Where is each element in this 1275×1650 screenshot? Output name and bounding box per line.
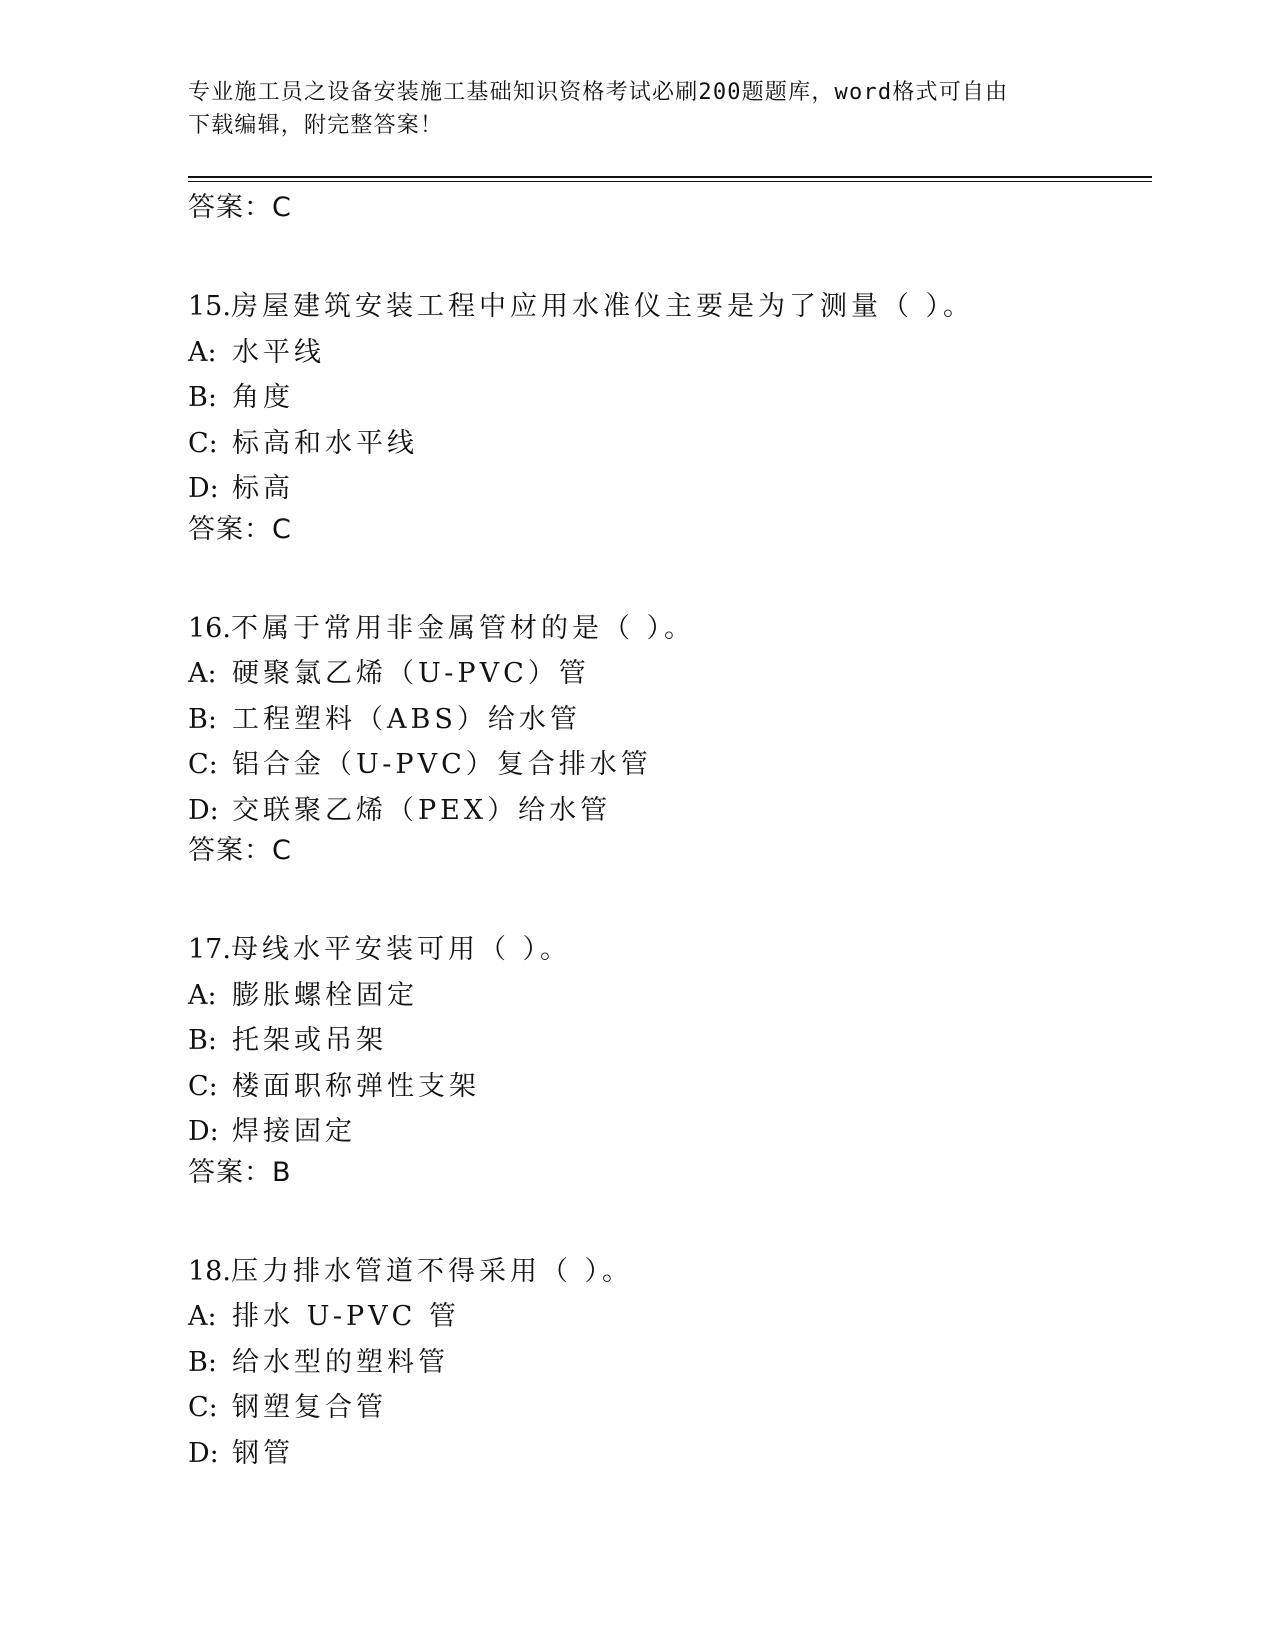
option-c: [188, 421, 1152, 467]
option-key: C:: [188, 427, 218, 459]
question-number: 15.: [188, 291, 231, 322]
question-text: 母线水平安装可用（ ）。: [230, 934, 572, 965]
question-15: [188, 284, 1152, 558]
option-key: D:: [188, 794, 219, 826]
option-key: A:: [188, 336, 217, 368]
question-text: 压力排水管道不得采用（ ）。: [230, 1255, 634, 1287]
option-key: C:: [188, 1392, 218, 1423]
question-18: [188, 1249, 1152, 1477]
question-number: 18.: [188, 1255, 231, 1287]
option-key: C:: [188, 749, 218, 780]
option-text: 水平线: [232, 336, 325, 368]
option-b: [188, 1340, 1152, 1386]
option-text: 排水 U-PVC 管: [232, 1301, 460, 1332]
option-text: 标高和水平线: [232, 427, 418, 459]
option-key: B:: [188, 1346, 217, 1378]
option-c: [188, 742, 1152, 788]
option-text: 铝合金（U-PVC）复合排水管: [232, 749, 652, 780]
option-text: 焊接固定: [232, 1116, 356, 1147]
option-a: [188, 973, 1152, 1019]
answer-line: 答案：C: [188, 835, 292, 866]
question-stem: [188, 284, 1152, 330]
option-d: [188, 1431, 1152, 1477]
option-b: [188, 1018, 1152, 1064]
option-key: B:: [188, 1025, 217, 1056]
option-text: 交联聚乙烯（PEX）给水管: [232, 794, 612, 826]
option-key: D:: [188, 473, 219, 504]
header-line-2: 下载编辑，附完整答案！: [188, 113, 444, 138]
option-a: [188, 651, 1152, 697]
option-text: 标高: [232, 473, 294, 504]
option-key: A:: [188, 1301, 217, 1332]
option-c: [188, 1064, 1152, 1110]
option-d: [188, 1109, 1152, 1155]
question-number: 16.: [188, 612, 231, 644]
page-header: [188, 76, 1078, 142]
question-16: [188, 606, 1152, 880]
option-a: [188, 1294, 1152, 1340]
option-a: [188, 330, 1152, 376]
option-d: [188, 788, 1152, 834]
header-line-1: 专业施工员之设备安装施工基础知识资格考试必刷200题题库，word格式可自由: [188, 80, 1009, 105]
option-text: 给水型的塑料管: [232, 1346, 449, 1378]
question-stem: [188, 927, 1152, 973]
option-key: D:: [188, 1437, 219, 1469]
option-key: A:: [188, 979, 217, 1011]
option-key: C:: [188, 1070, 218, 1102]
option-text: 钢塑复合管: [232, 1392, 387, 1423]
option-key: B:: [188, 382, 217, 413]
option-key: D:: [188, 1116, 219, 1147]
header-divider-thick: [188, 176, 1152, 178]
option-c: [188, 1385, 1152, 1431]
question-text: 房屋建筑安装工程中应用水准仪主要是为了测量（ ）。: [230, 291, 975, 322]
answer-line: 答案：B: [188, 1156, 292, 1188]
option-text: 角度: [232, 382, 294, 413]
option-text: 工程塑料（ABS）给水管: [232, 703, 581, 735]
question-stem: [188, 1249, 1152, 1295]
option-text: 楼面职称弹性支架: [232, 1070, 480, 1102]
answer-line: 答案：C: [188, 513, 292, 545]
option-b: [188, 375, 1152, 421]
previous-answer: 答案：C: [188, 192, 292, 223]
option-b: [188, 697, 1152, 743]
option-key: A:: [188, 658, 217, 689]
option-text: 膨胀螺栓固定: [232, 979, 418, 1011]
header-divider-thin: [188, 181, 1152, 182]
question-list: [188, 190, 1152, 1476]
option-text: 钢管: [232, 1437, 294, 1469]
question-number: 17.: [188, 934, 231, 965]
question-stem: [188, 606, 1152, 652]
question-text: 不属于常用非金属管材的是（ ）。: [230, 612, 696, 644]
option-text: 硬聚氯乙烯（U-PVC）管: [232, 658, 590, 689]
option-key: B:: [188, 703, 217, 735]
option-text: 托架或吊架: [232, 1025, 387, 1056]
option-d: [188, 466, 1152, 512]
question-17: [188, 927, 1152, 1201]
